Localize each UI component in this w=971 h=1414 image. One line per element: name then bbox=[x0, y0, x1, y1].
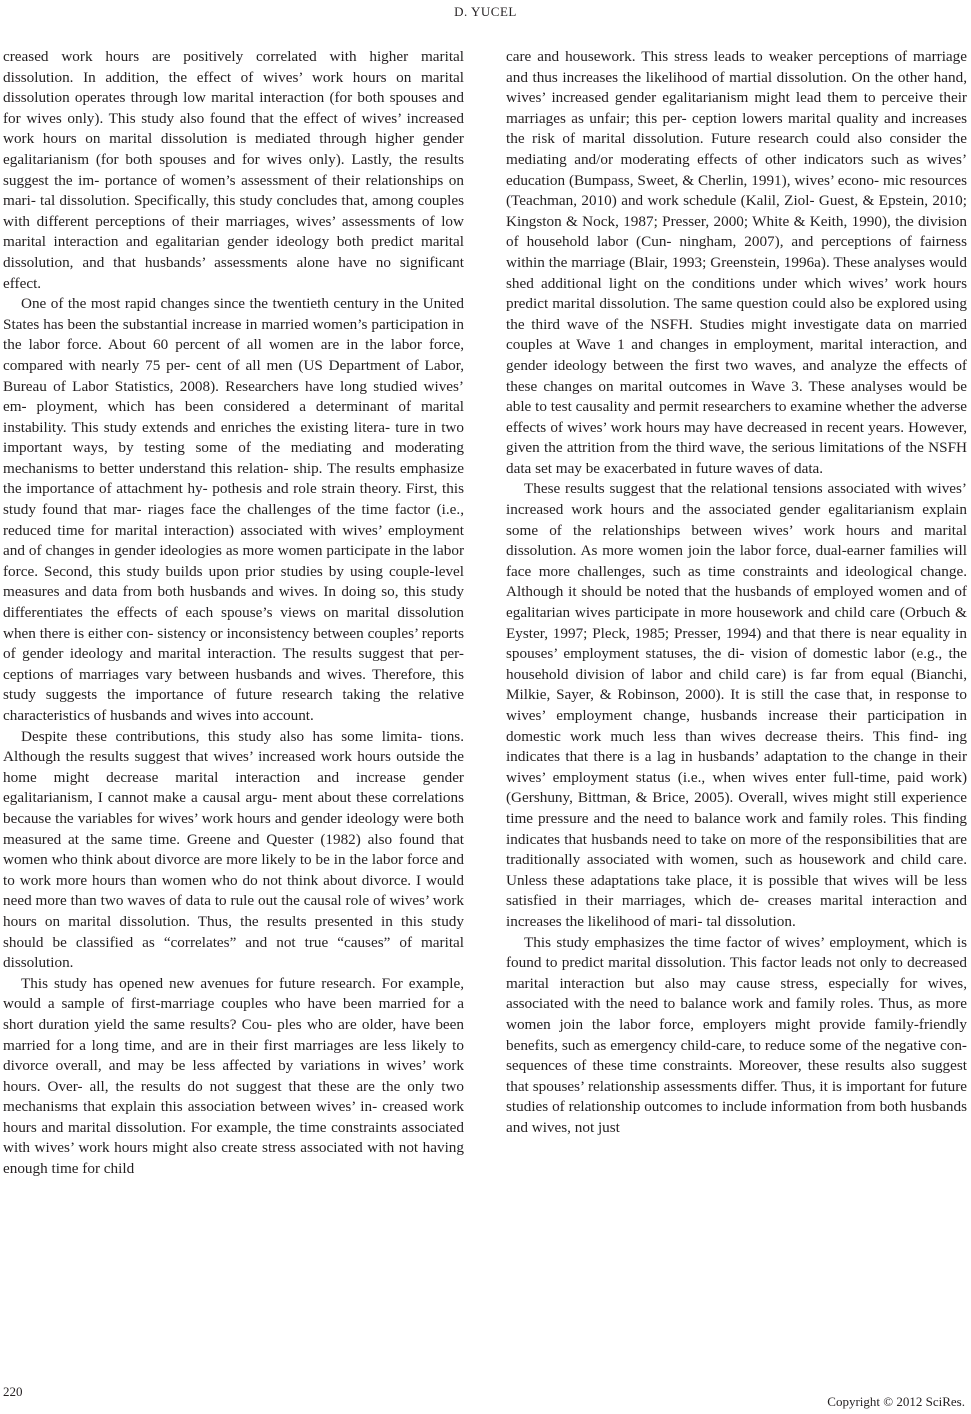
copyright-notice: Copyright © 2012 SciRes. bbox=[827, 1394, 965, 1409]
page-number: 220 bbox=[3, 1384, 23, 1399]
running-header: D. YUCEL bbox=[454, 4, 517, 19]
paragraph: This study emphasizes the time factor of wives’ employment, which is found to predict marital dissolution. This factor leads not only to decreased marital interaction but also may cause stress, especially for wives, associated with the need to balance work and family roles. Thus, as more women join the labor force, employers might provide family-friendly benefits, such as emergency child-care, to reduce some of the negative con- sequences of these time constraints. Moreover, these results also suggest that spouses’ relationship assessments differ. Thus, it is important for future studies of relationship outcomes to include information from both husbands and wives, not just bbox=[506, 933, 967, 1136]
left-column bbox=[3, 47, 464, 1180]
paragraph: These results suggest that the relational tensions associated with wives’ increased work hours and the associated gender egalitarianism explain some of the relationships between wives’ work hours and marital dissolution. As more women join the labor force, dual-earner families will face more challenges, such as time constraints and ideological change. Although it should be noted that the husbands of employed women and of egalitarian wives participate in more housework and child care (Orbuch & Eyster, 1997; Pleck, 1985; Presser, 1994) and that there is near equality in spouses’ employment statuses, the di- vision of domestic labor (e.g., the household division of labor and child care) is far from equal (Bianchi, Milkie, Sayer, & Robinson, 2000). It is still the case that, in response to wives’ employment change, husbands increase their participation in domestic work much less than wives decrease theirs. This find- ing indicates that there is a lag in husbands’ adaptation to the change in their wives’ employment status (i.e., when wives enter full-time, paid work) (Gershuny, Bittman, & Brice, 2005). Overall, wives might still experience time pressure and the need to balance work and family roles. This finding indicates that husbands need to take on more of the responsibilities that are traditionally associated with women, such as housework and child care. Unless these adaptations take place, it is possible that wives will be less satisfied in their marriages, which de- creases marital interaction and increases the likelihood of mari- tal dissolution. bbox=[506, 480, 967, 930]
paragraph: This study has opened new avenues for future research. For example, would a sample of first-marriage couples who have been married for a short duration yield the same results? Cou- ples who are older, have been married for a long time, and are in their first marriages are less likely to divorce overall, and may be less affected by variations in wives’ work hours. Over- all, the results do not suggest that these are the only two mechanisms that explain this association between wives’ in- creased work hours and marital dissolution. For example, the time constraints associated with wives’ work hours might also create stress associated with not having enough time for child bbox=[3, 974, 464, 1178]
paragraph-continued: care and housework. This stress leads to weaker perceptions of marriage and thus increases the likelihood of martial dissolution. On the other hand, wives’ increased gender egalitarianism might lead them to perceive their marriages as unfair; this per- ception lowers marital quality and increases the risk of marital dissolution. Future research could also consider the mediating and/or moderating effects of other indicators such as wives’ education (Bumpass, Sweet, & Cherlin, 1991), wives’ econo- mic resources (Teachman, 2010) and work schedule (Kalil, Ziol- Guest, & Epstein, 2010; Kingston & Nock, 1987; Presser, 2000; White & Keith, 1990), the division of household labor (Cun- ningham, 2007), and perceptions of fairness within the marriage (Blair, 1993; Greenstein, 1996a). These analyses would shed additional light on the conditions under which wives’ work hours predict marital dissolution. The same question could also be explored using the third wave of the NSFH. Studies might investigate data on married couples at Wave 1 and changes in employment, marital interaction, and gender ideology between the first two waves, and analyze the effects of these changes on marital outcomes in Wave 3. These analyses would be able to test causality and permit researchers to examine whether the adverse effects of wives’ work hours may have decreased in recent years. However, given the attrition from the third wave, the serious limitations of the NSFH data set may be exacerbated in future waves of data. bbox=[506, 48, 967, 477]
paragraph: Despite these contributions, this study also has some limita- tions. Although the results suggest that wives’ increased work hours outside the home might decrease marital interaction and increase gender egalitarianism, I cannot make a causal argu- ment about these correlations because the variables for wives’ work hours and gender ideology were both measured at the same time. Greene and Quester (1982) also found that women who think about divorce are more likely to be in the labor force and to work more hours than women who do not think about divorce. I would need more than two waves of data to rule out the causal role of wives’ work hours on marital dissolution. Thus, the results presented in this study should be classified as “correlates” and not true “causes” of marital dissolution. bbox=[3, 727, 464, 972]
paragraph: One of the most rapid changes since the twentieth century in the United States has been the substantial increase in married women’s participation in the labor force. About 60 percent of all women are in the labor force, compared with nearly 75 per- cent of all men (US Department of Labor, Bureau of Labor Statistics, 2008). Researchers have long studied wives’ em- ployment, which has been considered a determinant of marital instability. This study extends and enriches the existing litera- ture in two important ways, by testing some of the mediating and moderating mechanisms to better understand this relation- ship. The results emphasize the importance of attachment hy- pothesis and role strain theory. First, this study found that mar- riages face the challenges of the time factor (i.e., reduced time for marital interaction) associated with wives’ employment and of changes in gender ideologies as more women participate in the labor force. Second, this study builds upon prior studies by using couple-level measures and data from both husbands and wives. In doing so, this study differentiates the effects of each spouse’s views on marital dissolution when there is either con- sistency or inconsistency between couples’ reports of gender ideology and marital interaction. The results suggest that per- ceptions of marriages vary between husbands and wives. Therefore, this study suggests the importance of future research taking the relative characteristics of husbands and wives into account. bbox=[3, 295, 464, 724]
paragraph-continued: creased work hours are positively correlated with higher marital dissolution. In addition, the effect of wives’ work hours on marital dissolution operates through low marital interaction (for both spouses and for wives only). This study also found that the effect of wives’ increased work hours on marital dissolution is mediated through higher gender egalitarianism (for both spouses and for wives only). Lastly, the results suggest the im- portance of women’s assessment of their relationships on mari- tal dissolution. Specifically, this study concludes that, among couples with different perceptions of their marriages, wives’ assessments of low marital interaction and egalitarian gender ideology both predict marital dissolution, and that husbands’ assessments alone have no significant effect. bbox=[3, 48, 464, 292]
right-column bbox=[506, 47, 967, 1138]
